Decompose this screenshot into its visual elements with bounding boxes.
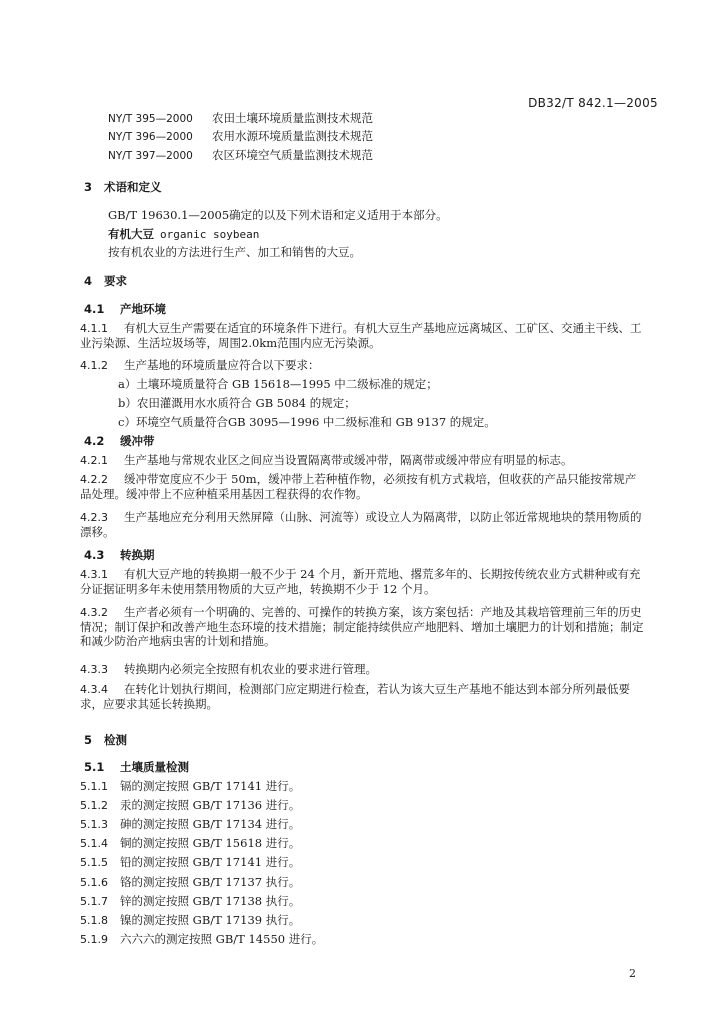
clause-text: 六六六的测定按照 GB/T 14550 进行。	[120, 932, 324, 946]
clause-text: 锌的测定按照 GB/T 17138 执行。	[120, 894, 301, 908]
requirement-bullet: b）农田灌溉用水水质符合 GB 5084 的规定；	[118, 396, 356, 410]
subsection-heading	[84, 434, 155, 448]
test-method-item	[80, 894, 300, 909]
clause-number: 5.1.4	[80, 837, 108, 850]
test-method-item	[80, 932, 323, 947]
clause-number: 4.3.1	[80, 568, 108, 581]
term-english: organic soybean	[160, 228, 260, 241]
clause-number: 4.1.2	[80, 359, 108, 372]
test-method-item	[80, 875, 300, 890]
definition-intro: GB/T 19630.1—2005确定的以及下列术语和定义适用于本部分。	[108, 208, 448, 222]
test-method-item	[80, 836, 300, 851]
clause-item	[80, 453, 646, 468]
clause-number: 4.2.3	[80, 511, 108, 524]
clause-number: 4.2.1	[80, 454, 108, 467]
clause-item	[80, 567, 646, 596]
section-title: 检测	[104, 733, 127, 747]
test-method-item	[80, 817, 300, 832]
clause-number: 4.3.2	[80, 606, 108, 619]
subsection-heading	[84, 760, 189, 774]
term-line	[108, 227, 259, 242]
clause-text: 生产者必须有一个明确的、完善的、可操作的转换方案，该方案包括：产地及其栽培管理前三年的历史情况；制订保护和改善产地生态环境的技术措施；制定能持续供应产地肥料、增加土壤肥力的计划和措施；制定和减少防治产地病虫害的计划和措施。	[80, 605, 644, 648]
clause-text: 生产基地与常规农业区之间应当设置隔离带或缓冲带，隔离带或缓冲带应有明显的标志。	[124, 453, 573, 467]
subsection-number: 4.3	[84, 548, 105, 562]
section-title: 要求	[104, 274, 127, 288]
clause-number: 4.3.3	[80, 663, 108, 676]
clause-number: 5.1.9	[80, 933, 108, 946]
clause-text: 有机大豆生产需要在适宜的环境条件下进行。有机大豆生产基地应远离城区、工矿区、交通主干线、工业污染源、生活垃圾场等，周围2.0km范围内应无污染源。	[80, 321, 642, 350]
reference-title: 农区环境空气质量监测技术规范	[212, 148, 373, 162]
reference-code: NY/T 397—2000	[108, 150, 193, 162]
clause-item	[80, 682, 646, 711]
subsection-title: 产地环境	[120, 302, 166, 316]
clause-number: 5.1.6	[80, 876, 108, 889]
clause-item	[80, 358, 646, 373]
clause-number: 4.2.2	[80, 473, 108, 486]
clause-text: 铅的测定按照 GB/T 17141 进行。	[120, 855, 301, 869]
clause-item	[80, 510, 646, 539]
clause-number: 5.1.2	[80, 799, 108, 812]
subsection-heading	[84, 302, 166, 316]
clause-text: 有机大豆产地的转换期一般不少于 24 个月，新开荒地、撂荒多年的、长期按传统农业方式耕种或有充分证据证明多年未使用禁用物质的大豆产地，转换期不少于 12 个月。	[80, 567, 641, 596]
subsection-number: 4.2	[84, 434, 105, 448]
clause-text: 铬的测定按照 GB/T 17137 执行。	[120, 875, 301, 889]
test-method-item	[80, 913, 300, 928]
clause-text: 缓冲带宽度应不少于 50m，缓冲带上若种植作物，必须按有机方式栽培，但收获的产品只能按常规产品处理。缓冲带上不应种植采用基因工程获得的农作物。	[80, 472, 637, 501]
clause-item	[80, 605, 646, 648]
clause-number: 4.1.1	[80, 322, 108, 335]
subsection-heading	[84, 548, 155, 562]
section-number: 3	[84, 180, 93, 194]
clause-text: 铜的测定按照 GB/T 15618 进行。	[120, 836, 301, 850]
requirement-bullet: a）土壤环境质量符合 GB 15618—1995 中二级标准的规定；	[118, 377, 438, 391]
clause-text: 转换期内必须完全按照有机农业的要求进行管理。	[124, 662, 377, 676]
clause-item	[80, 321, 646, 350]
test-method-item	[80, 798, 300, 813]
test-method-item	[80, 855, 300, 870]
requirement-bullet: c）环境空气质量符合GB 3095—1996 中二级标准和 GB 9137 的规定。	[118, 415, 496, 429]
reference-line	[108, 148, 373, 163]
clause-text: 在转化计划执行期间，检测部门应定期进行检查，若认为该大豆生产基地不能达到本部分所列最低要求，应要求其延长转换期。	[80, 682, 630, 711]
clause-text: 生产基地的环境质量应符合以下要求：	[124, 358, 320, 372]
reference-title: 农用水源环境质量监测技术规范	[212, 129, 373, 143]
subsection-title: 土壤质量检测	[120, 760, 189, 774]
reference-title: 农田土壤环境质量监测技术规范	[212, 111, 373, 125]
reference-line	[108, 111, 373, 126]
clause-text: 镉的测定按照 GB/T 17141 进行。	[120, 779, 301, 793]
clause-item	[80, 472, 646, 501]
clause-number: 4.3.4	[80, 683, 108, 696]
term-definition: 按有机农业的方法进行生产、加工和销售的大豆。	[108, 245, 361, 259]
reference-line	[108, 129, 373, 144]
clause-number: 5.1.3	[80, 818, 108, 831]
section-heading	[84, 274, 127, 288]
clause-text: 砷的测定按照 GB/T 17134 进行。	[120, 817, 301, 831]
clause-number: 5.1.7	[80, 895, 108, 908]
clause-text: 生产基地应充分利用天然屏障（山脉、河流等）或设立人为隔离带，以防止邻近常规地块的禁用物质的漂移。	[80, 510, 642, 539]
clause-text: 汞的测定按照 GB/T 17136 进行。	[120, 798, 301, 812]
section-heading	[84, 180, 162, 194]
subsection-number: 5.1	[84, 760, 105, 774]
reference-code: NY/T 396—2000	[108, 131, 193, 143]
term-chinese: 有机大豆	[108, 227, 154, 241]
subsection-title: 转换期	[120, 548, 155, 562]
clause-item	[80, 662, 646, 677]
subsection-title: 缓冲带	[120, 434, 155, 448]
section-number: 4	[84, 274, 93, 288]
clause-number: 5.1.5	[80, 856, 108, 869]
section-title: 术语和定义	[104, 180, 162, 194]
clause-text: 镍的测定按照 GB/T 17139 执行。	[120, 913, 301, 927]
reference-code: NY/T 395—2000	[108, 113, 193, 125]
test-method-item	[80, 779, 300, 794]
standard-code: DB32/T 842.1—2005	[528, 96, 658, 110]
clause-number: 5.1.8	[80, 914, 108, 927]
clause-number: 5.1.1	[80, 780, 108, 793]
section-heading	[84, 733, 127, 747]
section-number: 5	[84, 733, 93, 747]
subsection-number: 4.1	[84, 302, 105, 316]
page-number: 2	[629, 967, 636, 980]
